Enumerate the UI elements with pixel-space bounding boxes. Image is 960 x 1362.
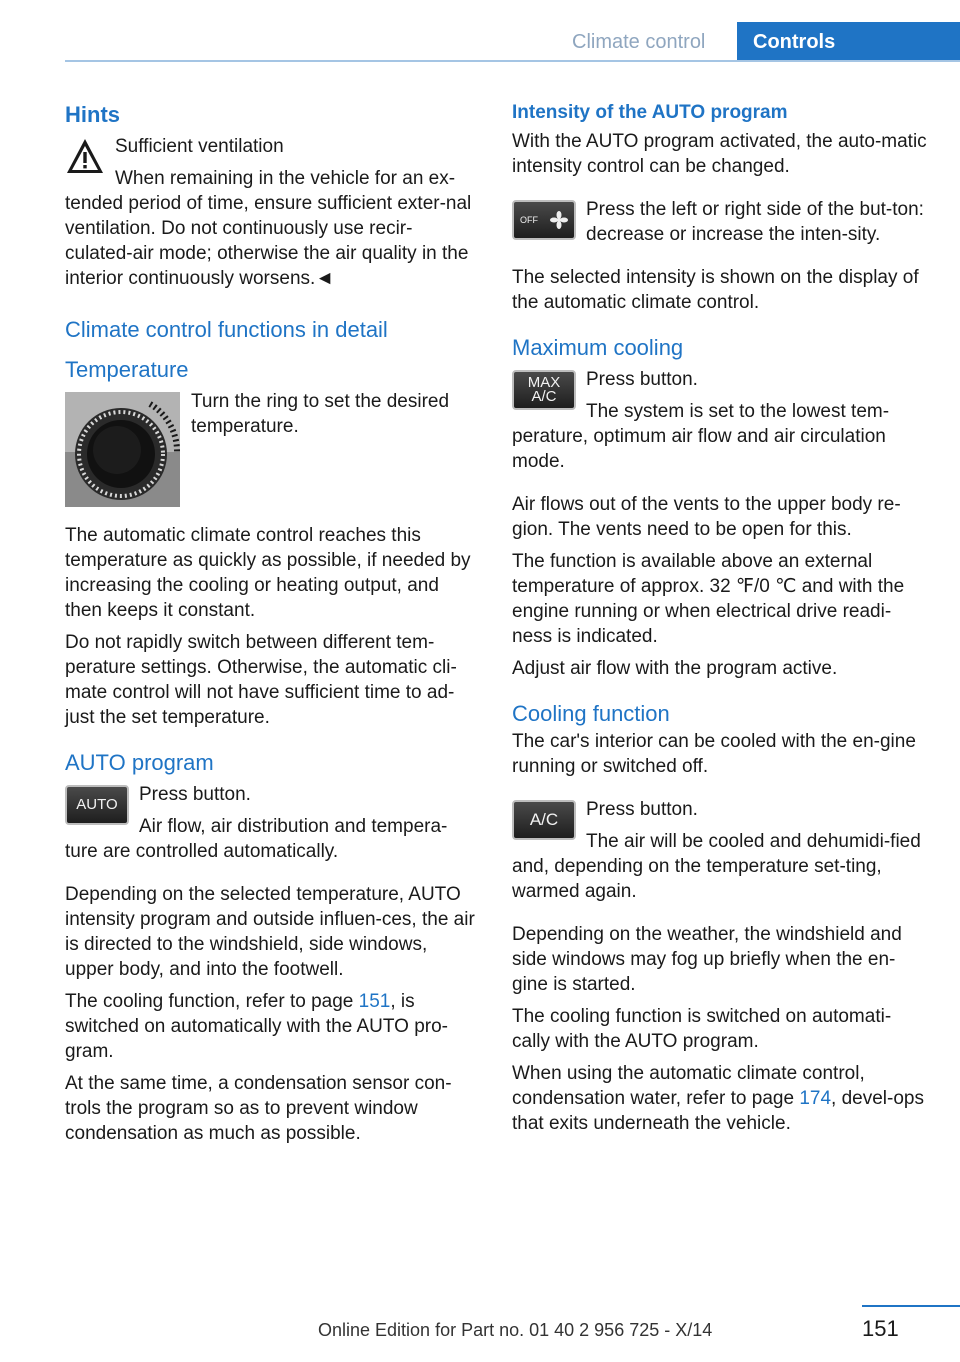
header-chapter-tab	[737, 22, 960, 62]
intensity-paragraph-1: With the AUTO program activated, the auto-matic intensity control can be changed.	[512, 131, 927, 177]
page-number: 151	[862, 1316, 899, 1341]
footer-edition: Online Edition for Part no. 01 40 2 956 725 - X/14	[318, 1320, 713, 1340]
ac-description: The air will be cooled and dehumidi-fied and, depending on the temperature set-ting, warmed again.	[512, 831, 921, 902]
cooling-paragraph-4-a: When using the automatic climate control, condensation water, refer to page	[512, 1063, 865, 1109]
auto-program-title: AUTO program	[65, 750, 214, 775]
auto-paragraph-2	[65, 989, 480, 1064]
hint-block	[65, 134, 480, 309]
max-button-label-1: MAX	[527, 374, 561, 391]
intensity-paragraph-2: The selected intensity is shown on the display of the automatic climate control.	[512, 267, 919, 313]
auto-button-label: AUTO	[76, 796, 118, 813]
max-press-text: Press button.	[586, 369, 698, 390]
temperature-block	[65, 389, 480, 511]
cooling-paragraph-2: Depending on the weather, the windshield and side windows may fog up briefly when the en-gine is started.	[512, 924, 902, 995]
max-paragraph-3: Adjust air flow with the program active.	[512, 658, 838, 679]
max-paragraph-2: The function is available above an external temperature of approx. 32 ℉/0 ℃ and with the engine running or when electrical drive readi-ness is indicated.	[512, 551, 905, 647]
auto-paragraph-1: Depending on the selected temperature, AUTO intensity program and outside influen-ces, the air is directed to the windshield, side windows, upper body, and into the footwell.	[65, 884, 475, 980]
header-section-title: Climate control	[572, 31, 706, 53]
temperature-title: Temperature	[65, 357, 189, 382]
auto-paragraph-2-a: The cooling function, refer to page	[65, 991, 359, 1012]
page-link-151[interactable]: 151	[358, 991, 391, 1012]
cooling-paragraph-1: The car's interior can be cooled with the en-gine running or switched off.	[512, 731, 916, 777]
max-ac-button-image	[512, 370, 576, 410]
intensity-button-image	[512, 200, 576, 240]
ac-press-text: Press button.	[586, 799, 698, 820]
cooling-paragraph-4-b: , devel-ops that exits underneath the vehicle.	[512, 1088, 924, 1134]
temperature-ring-image	[65, 392, 180, 507]
ac-button-label: A/C	[529, 810, 559, 829]
hints-title: Hints	[65, 102, 120, 127]
max-paragraph-1: Air flows out of the vents to the upper body re-gion. The vents need to be open for this.	[512, 494, 901, 540]
hint-text: When remaining in the vehicle for an ex-tended period of time, ensure sufficient exter-nal ventilation. Do not continuously use recir-culated-air mode; otherwise the air quality in the interior continuously worsens.◄	[65, 168, 472, 289]
temperature-paragraph-2: Do not rapidly switch between different tem-perature settings. Otherwise, the automatic cli-mate control will not have sufficient time to ad-just the set temperature.	[65, 632, 457, 728]
intensity-block	[512, 197, 927, 265]
cooling-paragraph-3: The cooling function is switched on automati-cally with the AUTO program.	[512, 1006, 892, 1052]
temperature-text: Turn the ring to set the desired temperature.	[191, 391, 450, 437]
hint-heading: Sufficient ventilation	[115, 136, 284, 157]
footer-rule	[862, 1305, 960, 1307]
auto-button-image	[65, 785, 129, 825]
cooling-paragraph-4	[512, 1061, 927, 1136]
right-column	[512, 100, 927, 1143]
header-rule	[65, 60, 960, 62]
ac-block	[512, 797, 927, 922]
temperature-paragraph-1: The automatic climate control reaches this temperature as quickly as possible, if needed by increasing the cooling or heating output, and then keeps it constant.	[65, 525, 471, 621]
intensity-title: Intensity of the AUTO program	[512, 102, 788, 123]
max-button-label-2: A/C	[531, 388, 557, 405]
page-header	[0, 0, 960, 62]
auto-description: Air flow, air distribution and tempera-ture are controlled automatically.	[65, 816, 448, 862]
ac-button-image	[512, 800, 576, 840]
intensity-off-label: OFF	[520, 215, 538, 225]
auto-block	[65, 782, 480, 882]
max-block	[512, 367, 927, 492]
functions-title: Climate control functions in detail	[65, 317, 388, 342]
fan-icon	[550, 211, 568, 229]
auto-paragraph-2-b: , is switched on automatically with the AUTO pro-gram.	[65, 991, 448, 1062]
intensity-description: Press the left or right side of the but-ton: decrease or increase the inten-sity.	[586, 199, 924, 245]
left-column	[65, 100, 480, 1153]
auto-press-text: Press button.	[139, 784, 251, 805]
max-description: The system is set to the lowest tem-perature, optimum air flow and air circulation mode.	[512, 401, 890, 472]
header-chapter-label: Controls	[753, 31, 836, 53]
warning-icon	[65, 136, 105, 176]
max-cooling-title: Maximum cooling	[512, 335, 684, 360]
auto-paragraph-3: At the same time, a condensation sensor con-trols the program so as to prevent window condensation as much as possible.	[65, 1073, 452, 1144]
cooling-function-title: Cooling function	[512, 701, 670, 726]
page-link-174[interactable]: 174	[799, 1088, 832, 1109]
